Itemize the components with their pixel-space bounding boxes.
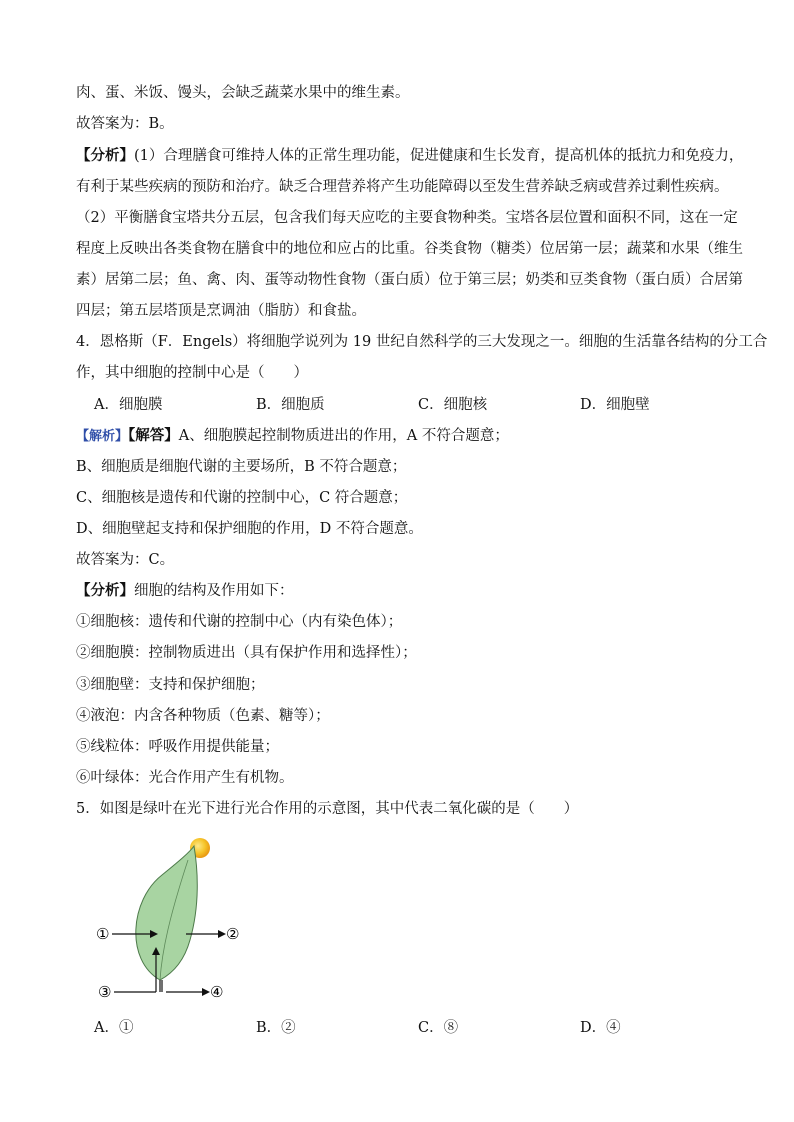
text-l4: 有利于某些疾病的预防和治疗。缺乏合理营养将产生功能障碍以至发生营养缺乏病或营养过剩性疾病。 xyxy=(76,179,729,195)
text-l6: 程度上反映出各类食物在膳食中的地位和应占的比重。谷类食物（糖类）位居第一层；蔬菜和水果（维生 xyxy=(76,241,743,257)
structure-item-2: ②细胞膜：控制物质进出（具有保护作用和选择性）； xyxy=(76,645,417,661)
text-l8: 四层；第五层塔顶是烹调油（脂肪）和食盐。 xyxy=(76,303,366,319)
answer-text-1: A、细胞膜起控制物质进出的作用，A 不符合题意； xyxy=(178,428,509,444)
q4-option-a: A．细胞膜 xyxy=(94,397,163,413)
diagram-label-2: ② xyxy=(226,925,240,943)
analysis2-line xyxy=(76,581,294,601)
question-4-line-1: 4．恩格斯（F．Engels）将细胞学说列为 19 世纪自然科学的三大发现之一。细胞的生活靠各结构的分工合 xyxy=(76,334,768,350)
q5-option-b: B．② xyxy=(256,1020,296,1036)
q5-option-d: D．④ xyxy=(580,1020,621,1036)
diagram-label-4: ④ xyxy=(210,983,224,1001)
structure-item-3: ③细胞壁：支持和保护细胞； xyxy=(76,677,265,693)
structure-item-6: ⑥叶绿体：光合作用产生有机物。 xyxy=(76,770,294,786)
diagram-label-1: ① xyxy=(96,925,110,943)
question-4-line-2: 作，其中细胞的控制中心是（ ） xyxy=(76,365,308,381)
text-l2: 故答案为：B。 xyxy=(76,116,174,132)
leaf-icon xyxy=(136,846,197,980)
structure-item-4: ④液泡：内含各种物质（色素、糖等）； xyxy=(76,708,330,724)
text-l5: （2）平衡膳食宝塔共分五层，包含我们每天应吃的主要食物种类。宝塔各层位置和面积不同，这在一定 xyxy=(76,210,738,226)
analysis-line-1 xyxy=(76,146,743,166)
photosynthesis-diagram xyxy=(90,830,290,1020)
text-l1: 肉、蛋、米饭、馒头，会缺乏蔬菜水果中的维生素。 xyxy=(76,85,410,101)
structure-item-1: ①细胞核：遗传和代谢的控制中心（内有染色体）； xyxy=(76,614,403,630)
answer-line-5: 故答案为：C。 xyxy=(76,552,175,568)
answer-tag: 【解答】 xyxy=(128,427,179,444)
answer-line-4: D、细胞壁起支持和保护细胞的作用，D 不符合题意。 xyxy=(76,521,423,537)
q5-option-a: A．① xyxy=(94,1020,134,1036)
analysis2-text: 细胞的结构及作用如下： xyxy=(134,583,294,599)
text-l7: 素）居第二层；鱼、禽、肉、蛋等动物性食物（蛋白质）位于第三层；奶类和豆类食物（蛋白质）合居第 xyxy=(76,272,743,288)
explanation-tag: 【解析】 xyxy=(76,429,129,444)
diagram-label-3: ③ xyxy=(98,983,112,1001)
answer-line-3: C、细胞核是遗传和代谢的控制中心，C 符合题意； xyxy=(76,490,408,506)
q4-option-c: C．细胞核 xyxy=(418,397,488,413)
structure-item-5: ⑤线粒体：呼吸作用提供能量； xyxy=(76,739,279,755)
question-5: 5．如图是绿叶在光下进行光合作用的示意图，其中代表二氧化碳的是（ ） xyxy=(76,801,579,817)
analysis-tag: 【分析】 xyxy=(76,147,134,164)
analysis-text: (1）合理膳食可维持人体的正常生理功能，促进健康和生长发育，提高机体的抵抗力和免疫力， xyxy=(134,148,744,164)
answer-line-1 xyxy=(76,426,509,447)
analysis2-tag: 【分析】 xyxy=(76,582,134,599)
q4-option-d: D．细胞壁 xyxy=(580,397,650,413)
q5-option-c: C．⑧ xyxy=(418,1020,459,1036)
answer-line-2: B、细胞质是细胞代谢的主要场所，B 不符合题意； xyxy=(76,459,407,475)
q4-option-b: B．细胞质 xyxy=(256,397,325,413)
